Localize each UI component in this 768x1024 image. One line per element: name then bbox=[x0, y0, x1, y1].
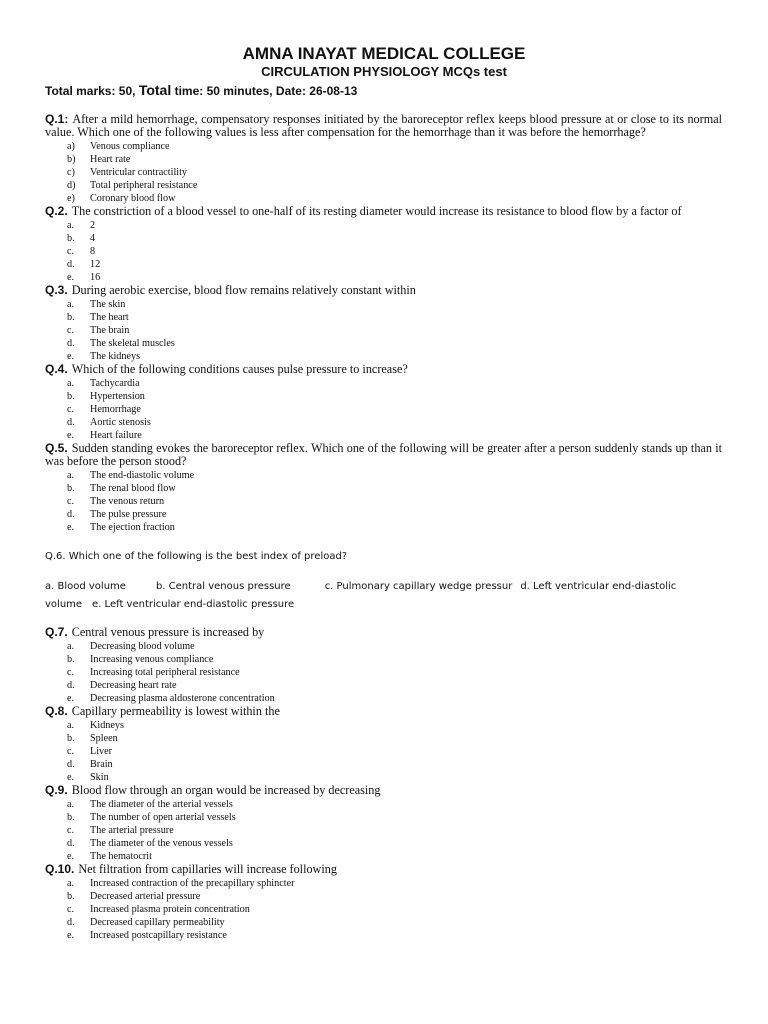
option-label: a. bbox=[67, 878, 75, 889]
option-label: e. bbox=[67, 851, 75, 862]
question-text: . Which one of the following is the best index of preload? bbox=[62, 551, 348, 562]
option-item bbox=[45, 811, 722, 824]
option-label: e. bbox=[67, 930, 75, 941]
option-text: Heart failure bbox=[90, 430, 142, 441]
option-text: Coronary blood flow bbox=[90, 193, 176, 204]
option-label: d. bbox=[67, 759, 75, 770]
marks-part-a: Total marks: 50, bbox=[45, 84, 139, 98]
option-item bbox=[45, 232, 722, 245]
questions-block-2 bbox=[45, 626, 722, 942]
option-item bbox=[45, 337, 722, 350]
question-text: Which of the following conditions causes pulse pressure to increase? bbox=[71, 362, 408, 376]
option-text: Hemorrhage bbox=[90, 404, 141, 415]
question-6-options bbox=[45, 578, 722, 614]
option-label: d) bbox=[67, 180, 76, 191]
college-title: AMNA INAYAT MEDICAL COLLEGE bbox=[242, 44, 526, 63]
option-text: Ventricular contractility bbox=[90, 167, 188, 178]
option-item bbox=[45, 377, 722, 390]
option-item bbox=[45, 679, 722, 692]
question-text: Capillary permeability is lowest within the bbox=[71, 704, 280, 718]
option-text: Heart rate bbox=[90, 154, 131, 165]
question-text: Net filtration from capillaries will increase following bbox=[78, 862, 337, 876]
options-list bbox=[45, 140, 722, 205]
question bbox=[45, 113, 722, 139]
option-label: d. bbox=[67, 338, 75, 349]
question bbox=[45, 442, 722, 468]
question-text: Blood flow through an organ would be increased by decreasing bbox=[71, 783, 381, 797]
option-label: e. bbox=[67, 351, 75, 362]
option-label: b. bbox=[67, 233, 75, 244]
options-list bbox=[45, 377, 722, 442]
option-text: 8 bbox=[90, 246, 96, 257]
option-label: a. bbox=[67, 220, 75, 231]
option-text: The ejection fraction bbox=[90, 522, 175, 533]
option-item bbox=[45, 916, 722, 929]
option-item bbox=[45, 140, 722, 153]
option-text: 2 bbox=[90, 220, 96, 231]
question-number: Q.5. bbox=[45, 441, 68, 455]
question-number: Q.9. bbox=[45, 783, 68, 797]
question bbox=[45, 626, 722, 639]
option-text: Decreasing plasma aldosterone concentration bbox=[90, 693, 275, 704]
option-label: a. bbox=[67, 641, 75, 652]
option-text: Decreased arterial pressure bbox=[90, 891, 201, 902]
option-item bbox=[45, 640, 722, 653]
option-item bbox=[45, 495, 722, 508]
option-item bbox=[45, 482, 722, 495]
option-label: d. bbox=[67, 917, 75, 928]
options-list bbox=[45, 298, 722, 363]
option-item bbox=[45, 732, 722, 745]
option-label: c. bbox=[67, 246, 75, 257]
option-label: e. bbox=[67, 772, 75, 783]
option-label: b. bbox=[67, 312, 75, 323]
option-item bbox=[45, 824, 722, 837]
option-label: c. bbox=[67, 496, 75, 507]
options-list bbox=[45, 219, 722, 284]
question-text: Central venous pressure is increased by bbox=[71, 625, 265, 639]
option-item bbox=[45, 758, 722, 771]
option-label: e. bbox=[67, 522, 75, 533]
options-list bbox=[45, 640, 722, 705]
option-text: The arterial pressure bbox=[90, 825, 174, 836]
question-text: The constriction of a blood vessel to one-half of its resting diameter would increase its resistance to blood flow by a factor of bbox=[71, 204, 682, 218]
option-text: Hypertension bbox=[90, 391, 145, 402]
option-label: b. bbox=[67, 733, 75, 744]
options-list bbox=[45, 877, 722, 942]
option-text: Increasing venous compliance bbox=[90, 654, 214, 665]
option-item bbox=[45, 403, 722, 416]
option-label: d. bbox=[67, 417, 75, 428]
option-label: d. bbox=[67, 680, 75, 691]
option-label: b. bbox=[67, 483, 75, 494]
option-text: The renal blood flow bbox=[90, 483, 176, 494]
option-item bbox=[45, 666, 722, 679]
option-item bbox=[45, 219, 722, 232]
option-text: Tachycardia bbox=[90, 378, 140, 389]
question-number: Q.6 bbox=[45, 551, 63, 562]
option-label: b. bbox=[67, 891, 75, 902]
option-item bbox=[45, 903, 722, 916]
option-text: The kidneys bbox=[90, 351, 141, 362]
question-text: Sudden standing evokes the baroreceptor reflex. Which one of the following will be greater after a person suddenly stands up than it was before the person stood? bbox=[45, 441, 722, 468]
option-item bbox=[45, 469, 722, 482]
option-d-continued: volume bbox=[45, 599, 83, 610]
option-label: a. bbox=[67, 378, 75, 389]
questions-list bbox=[45, 113, 722, 942]
option-item bbox=[45, 153, 722, 166]
option-label: e) bbox=[67, 193, 75, 204]
question-text: During aerobic exercise, blood flow remains relatively constant within bbox=[71, 283, 416, 297]
option-text: Increased postcapillary resistance bbox=[90, 930, 227, 941]
option-item bbox=[45, 745, 722, 758]
question-number: Q.10. bbox=[45, 862, 75, 876]
option-text: Increased plasma protein concentration bbox=[90, 904, 250, 915]
question-number: Q.2. bbox=[45, 204, 68, 218]
option-text: Aortic stenosis bbox=[90, 417, 151, 428]
question-text: After a mild hemorrhage, compensatory responses initiated by the baroreceptor reflex keeps blood pressure at or close to its normal value. Which one of the following values is less after compensation for the hemorrhage than it was before the hemorrhage? bbox=[45, 112, 722, 139]
option-text: The number of open arterial vessels bbox=[90, 812, 236, 823]
option-label: c. bbox=[67, 325, 75, 336]
options-list bbox=[45, 719, 722, 784]
option-label: a. bbox=[67, 470, 75, 481]
option-item bbox=[45, 877, 722, 890]
option-text: Increasing total peripheral resistance bbox=[90, 667, 240, 678]
option-item bbox=[45, 166, 722, 179]
option-text: Spleen bbox=[90, 733, 118, 744]
option-text: The diameter of the arterial vessels bbox=[90, 799, 233, 810]
option-item bbox=[45, 390, 722, 403]
option-text: Liver bbox=[90, 746, 113, 757]
question bbox=[45, 705, 722, 718]
option-item bbox=[45, 258, 722, 271]
option-label: e. bbox=[67, 272, 75, 283]
option-item bbox=[45, 324, 722, 337]
option-label: a. bbox=[67, 299, 75, 310]
marks-line bbox=[45, 82, 768, 99]
option-item bbox=[45, 298, 722, 311]
option-text: Decreased capillary permeability bbox=[90, 917, 225, 928]
option-e: e. Left ventricular end-diastolic pressure bbox=[92, 599, 295, 610]
option-a: a. Blood volume bbox=[45, 581, 126, 592]
option-text: Kidneys bbox=[90, 720, 124, 731]
option-label: c. bbox=[67, 667, 75, 678]
option-text: Brain bbox=[90, 759, 113, 770]
option-label: e. bbox=[67, 693, 75, 704]
option-label: b. bbox=[67, 391, 75, 402]
question-number: Q.1: bbox=[45, 112, 69, 126]
test-title: CIRCULATION PHYSIOLOGY MCQs test bbox=[261, 64, 507, 79]
question-number: Q.8. bbox=[45, 704, 68, 718]
option-text: The pulse pressure bbox=[90, 509, 167, 520]
option-item bbox=[45, 416, 722, 429]
option-text: The hematocrit bbox=[90, 851, 152, 862]
marks-part-b: Total bbox=[138, 82, 172, 98]
option-text: 16 bbox=[90, 272, 101, 283]
question-number: Q.7. bbox=[45, 625, 68, 639]
option-item bbox=[45, 179, 722, 192]
option-item bbox=[45, 245, 722, 258]
option-label: c. bbox=[67, 746, 75, 757]
option-text: Total peripheral resistance bbox=[90, 180, 198, 191]
question-number: Q.3. bbox=[45, 283, 68, 297]
option-label: c. bbox=[67, 404, 75, 415]
option-text: Venous compliance bbox=[90, 141, 170, 152]
option-text: The brain bbox=[90, 325, 130, 336]
option-text: Increased contraction of the precapillary sphincter bbox=[90, 878, 295, 889]
option-text: The end-diastolic volume bbox=[90, 470, 195, 481]
option-item bbox=[45, 929, 722, 942]
option-text: 12 bbox=[90, 259, 101, 270]
option-label: c. bbox=[67, 904, 75, 915]
option-item bbox=[45, 508, 722, 521]
option-item bbox=[45, 311, 722, 324]
question bbox=[45, 205, 722, 218]
option-text: 4 bbox=[90, 233, 96, 244]
option-item bbox=[45, 837, 722, 850]
option-label: d. bbox=[67, 838, 75, 849]
option-b: b. Central venous pressure bbox=[155, 581, 291, 592]
option-text: The skin bbox=[90, 299, 126, 310]
option-label: a. bbox=[67, 799, 75, 810]
question bbox=[45, 863, 722, 876]
question bbox=[45, 363, 722, 376]
option-text: Decreasing heart rate bbox=[90, 680, 177, 691]
option-label: a) bbox=[67, 141, 75, 152]
option-c: c. Pulmonary capillary wedge pressur bbox=[324, 581, 513, 592]
option-d: d. Left ventricular end-diastolic bbox=[520, 581, 677, 592]
option-item bbox=[45, 890, 722, 903]
option-label: c) bbox=[67, 167, 75, 178]
option-item bbox=[45, 798, 722, 811]
option-label: d. bbox=[67, 509, 75, 520]
option-label: b. bbox=[67, 654, 75, 665]
questions-block-1 bbox=[45, 113, 722, 534]
option-label: b) bbox=[67, 154, 76, 165]
options-list bbox=[45, 469, 722, 534]
option-label: d. bbox=[67, 259, 75, 270]
question bbox=[45, 284, 722, 297]
option-item bbox=[45, 719, 722, 732]
option-text: Decreasing blood volume bbox=[90, 641, 195, 652]
question-6 bbox=[45, 550, 722, 564]
question-number: Q.4. bbox=[45, 362, 68, 376]
option-text: The venous return bbox=[90, 496, 165, 507]
options-list bbox=[45, 798, 722, 863]
option-label: a. bbox=[67, 720, 75, 731]
option-item bbox=[45, 653, 722, 666]
option-text: The diameter of the venous vessels bbox=[90, 838, 233, 849]
option-text: The skeletal muscles bbox=[90, 338, 175, 349]
option-label: c. bbox=[67, 825, 75, 836]
option-item bbox=[45, 521, 722, 534]
marks-part-c: time: 50 minutes, Date: 26-08-13 bbox=[171, 84, 358, 98]
option-label: b. bbox=[67, 812, 75, 823]
option-text: The heart bbox=[90, 312, 129, 323]
question bbox=[45, 784, 722, 797]
option-label: e. bbox=[67, 430, 75, 441]
option-text: Skin bbox=[90, 772, 109, 783]
